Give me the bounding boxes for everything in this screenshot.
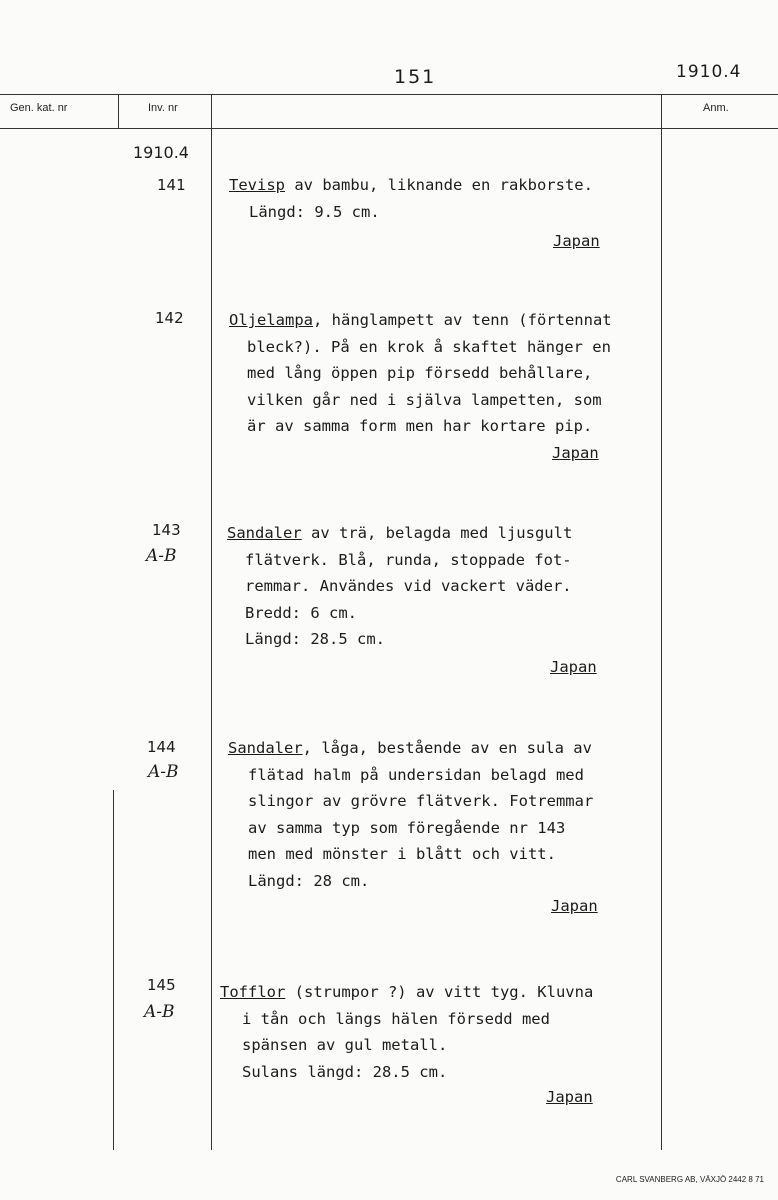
origin-143: Japan [550,658,597,676]
origin-145: Japan [546,1088,593,1106]
entry-line: med lång öppen pip försedd behållare, [247,364,593,382]
entry-title: Sandaler [227,524,302,542]
printer-footer: CARL SVANBERG AB, VÄXJÖ 2442 8 71 [615,1175,764,1184]
entry-line: i tån och längs hälen försedd med [242,1009,550,1028]
entry-title: Oljelampa [229,311,313,329]
column-header-inv-nr: Inv. nr [148,102,178,114]
entry-title: Tofflor [220,983,286,1001]
origin-141: Japan [553,232,600,250]
origin-142: Japan [552,444,599,462]
year-label: 1910.4 [133,143,189,162]
entry-line: remmar. Användes vid vackert väder. [245,577,572,595]
entry-line: spänsen av gul metall. [242,1036,448,1054]
column-rule-gen-header [118,94,119,128]
entry-145 [220,979,593,1085]
entry-line: flätverk. Blå, runda, stoppade fot- [245,550,572,569]
entry-text: av bambu, liknande en rakborste. [285,176,593,194]
entry-141 [229,172,593,225]
entry-text: , låga, bestående av en sula av [302,739,592,757]
entry-title: Tevisp [229,176,285,194]
origin-144: Japan [551,897,598,915]
column-header-gen-kat-nr: Gen. kat. nr [10,102,68,114]
entry-144 [228,735,593,894]
page-number: 151 [394,66,437,88]
inv-number-143: 143 [152,521,181,539]
inv-number-142: 142 [155,309,184,327]
inv-number-141: 141 [157,176,186,194]
entry-text: (strumpor ?) av vitt tyg. Kluvna [285,983,594,1001]
entry-142 [229,307,612,440]
inv-sub-143: A-B [146,546,177,566]
entry-text: av trä, belagda med ljusgult [301,524,573,542]
inv-number-144: 144 [147,738,176,756]
entry-title: Sandaler [228,739,303,757]
entry-line: Längd: 28 cm. [248,871,370,890]
entry-line: men med mönster i blått och vitt. [248,845,556,863]
page-date: 1910.4 [676,62,742,82]
entry-line: vilken går ned i själva lampetten, som [247,390,602,409]
entry-line: flätad halm på undersidan belagd med [248,765,584,784]
entry-text: , hänglampett av tenn (förtennat [313,311,612,329]
inv-number-145: 145 [147,976,176,994]
entry-line: Längd: 28.5 cm. [245,630,385,648]
inv-sub-145: A-B [144,1002,175,1022]
inv-sub-144: A-B [148,762,179,782]
column-header-anm: Anm. [703,102,729,114]
entry-143 [227,520,572,653]
entry-line: bleck?). På en krok å skaftet hänger en [247,337,611,356]
entry-line: Längd: 9.5 cm. [249,202,380,221]
entry-line: Bredd: 6 cm. [245,603,357,622]
column-rule-gen [113,790,114,1150]
column-rule-inv [211,94,212,1150]
entry-line: slingor av grövre flätverk. Fotremmar [248,792,594,810]
entry-line: Sulans längd: 28.5 cm. [242,1062,448,1081]
entry-line: av samma typ som föregående nr 143 [248,818,566,837]
column-rule-anm [661,94,662,1150]
entry-line: är av samma form men har kortare pip. [247,417,593,435]
